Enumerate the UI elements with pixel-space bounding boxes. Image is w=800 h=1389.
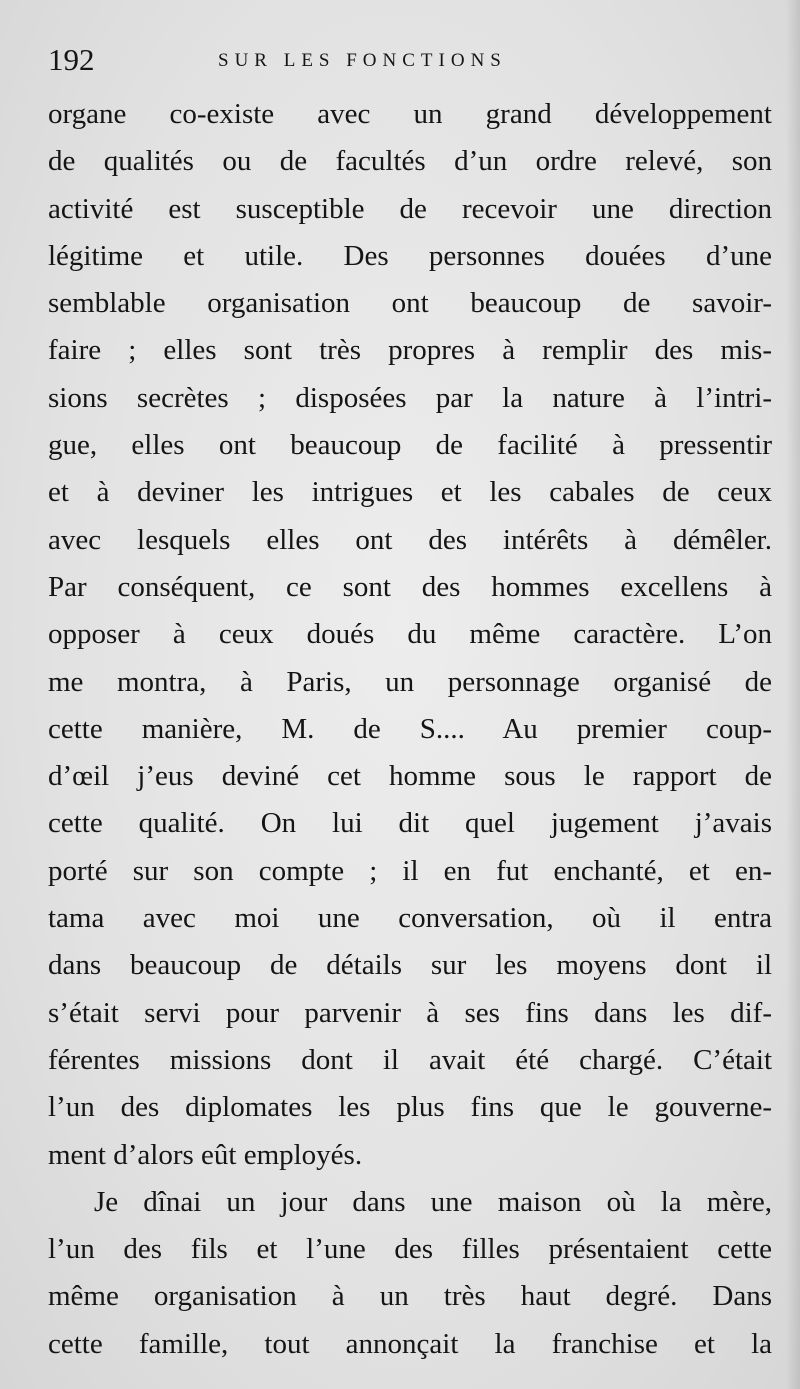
text-line: même organisation à un très haut degré. Dans [48,1280,772,1313]
text-line: l’un des fils et l’une des filles présentaient cette [48,1233,772,1266]
text-line: cette qualité. On lui dit quel jugement j’avais [48,807,772,840]
text-line: légitime et utile. Des personnes douées d’une [48,239,772,272]
text-line: d’œil j’eus deviné cet homme sous le rapport de [48,760,772,793]
text-line: opposer à ceux doués du même caractère. L’on [48,618,772,651]
text-line: activité est susceptible de recevoir une direction [48,192,772,225]
text-line: gue, elles ont beaucoup de facilité à pressentir [48,429,772,462]
text-line: cette manière, M. de S.... Au premier coup- [48,712,772,745]
body-text [48,91,772,1368]
text-line: porté sur son compte ; il en fut enchanté, et en- [48,854,772,887]
running-head: SUR LES FONCTIONS [218,50,507,71]
page-number: 192 [48,42,95,77]
text-line: de qualités ou de facultés d’un ordre relevé, son [48,145,772,178]
text-line: me montra, à Paris, un personnage organisé de [48,665,772,698]
text-line: tama avec moi une conversation, où il entra [48,902,772,935]
paragraph-start-line: Je dînai un jour dans une maison où la mère, [94,1185,772,1218]
text-line: sions secrètes ; disposées par la nature à l’intri- [48,381,772,414]
text-line: organe co-existe avec un grand développement [48,98,772,130]
paragraph-end-line: ment d’alors eût employés. [48,1138,363,1171]
text-line: avec lesquels elles ont des intérêts à démêler. [48,523,772,556]
page-edge-shadow [786,0,800,1389]
text-line: dans beaucoup de détails sur les moyens dont il [48,949,772,982]
text-line: et à deviner les intrigues et les cabales de ceux [48,476,772,509]
text-line: s’était servi pour parvenir à ses fins dans les dif- [48,996,772,1029]
text-line: faire ; elles sont très propres à remplir des mis- [48,334,772,367]
page-header [48,40,768,80]
text-line: férentes missions dont il avait été chargé. C’était [48,1043,772,1076]
text-line: semblable organisation ont beaucoup de savoir- [48,287,772,320]
text-line: cette famille, tout annonçait la franchise et la [48,1327,772,1360]
text-line: Par conséquent, ce sont des hommes excellens à [48,570,772,603]
text-line: l’un des diplomates les plus fins que le gouverne- [48,1091,772,1124]
